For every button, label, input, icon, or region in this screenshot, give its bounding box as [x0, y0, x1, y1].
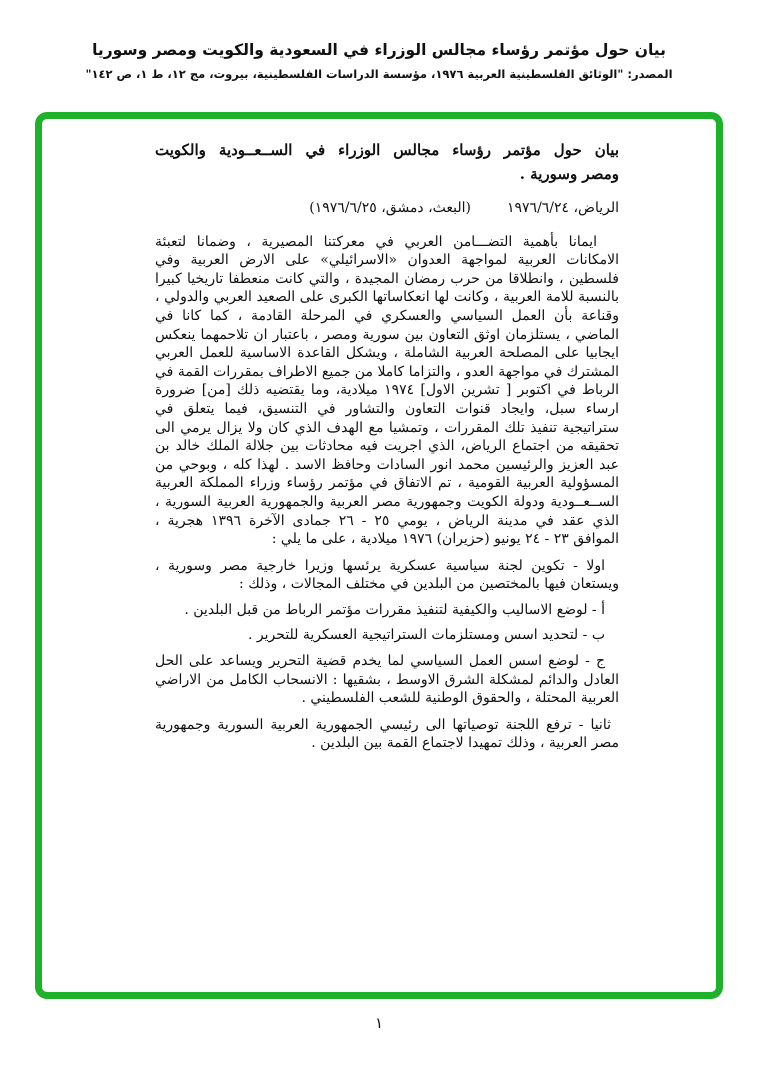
source-citation: المصدر: "الوثائق الفلسطينية العربية ١٩٧٦، مؤسسة الدراسات الفلسطينية، بيروت، مج ١٢، ط ١، ص ١٤٢": [85, 67, 673, 81]
paragraph-item-c: ج - لوضع اسس العمل السياسي لما يخدم قضية التحرير ويساعد على الحل العادل والدائم لمشكلة الشرق الاوسط ، بشقيها : الانسحاب الكامل من الاراضي العربية المحتلة ، والحقوق الوطنية للشعب الفلسطيني .: [155, 653, 619, 707]
header-title: بيان حول مؤتمر رؤساء مجالس الوزراء في السعودية والكويت ومصر وسوريا: [92, 41, 666, 59]
paragraph-item-b: ب - لتحديد اسس ومستلزمات الستراتيجية العسكرية للتحرير .: [248, 627, 605, 644]
dateline: [155, 199, 619, 218]
document-title: [155, 138, 619, 186]
paragraph-intro: ايمانا بأهمية التضـــامن العربي في معركتنا المصيرية ، وضمانا لتعبئة الامكانات العربية لمواجهة العدوان «الاسرائيلي» على الارض العربية وفي فلسطين ، وانطلاقا من حرب رمضان المجيدة ، والتي كانت منعطفا تاريخيا كبيرا بالنسبة للامة العربية ، وكانت لها انعكاساتها الكبرى على الصعيد العربي والدولي ، وقناعة بأن العمل السياسي والعسكري في المرحلة القادمة ، كما كانا في الماضي ، يستلزمان اوثق التعاون بين سورية ومصر ، باعتبار ان تلاحمهما ينعكس ايجابيا على المصلحة العربية الشاملة ، ويشكل القاعدة الاساسية للعمل العربي المشترك في مواجهة العدو ، والتزاما كاملا من جميع الاطراف بمقررات القمة في الرباط في اكتوبر [ تشرين الاول] ١٩٧٤ ميلادية، وما يقتضيه ذلك [من] ضرورة ارساء سبل، وايجاد قنوات التعاون والتشاور في التنسيق، فيما يتعلق في ستراتيجية تنفيذ تلك المقررات ، وتمشيا مع الهدف الذي كان ولا يزال يرمي الى تحقيقه من اجتماع الرياض، الذي اجريت فيه محادثات بين جلالة الملك خالد بن عبد العزيز والرئيسين محمد انور السادات وحافظ الاسد . لهذا كله ، وبوحي من المسؤولية العربية القومية ، تم الاتفاق في مؤتمر رؤساء وزراء المملكة العربية الســعــودية ودولة الكويت وجمهورية مصر العربية والجمهورية العربية السورية ، الذي عقد في مدينة الرياض ، يومي ٢٥ - ٢٦ جمادى الآخرة ١٣٩٦ هجرية ، الموافق ٢٣ - ٢٤ يونيو (حزيران) ١٩٧٦ ميلادية ، على ما يلي :: [155, 233, 619, 548]
document-title-line2: ومصر وسورية .: [519, 165, 619, 183]
document-frame: [35, 112, 723, 999]
paragraph-first-clause: اولا - تكوين لجنة سياسية عسكرية يرئسها وزيرا خارجية مصر وسورية ، ويستعان فيها بالمختصين من البلدين في مختلف المجالات ، وذلك :: [155, 557, 619, 593]
document-title-line1: بيان حول مؤتمر رؤساء مجالس الوزراء في الســعــودية والكويت: [155, 141, 619, 159]
paragraph-second-clause: ثانيا - ترفع اللجنة توصياتها الى رئيسي الجمهورية العربية السورية وجمهورية مصر العربية ، وذلك تمهيدا لاجتماع القمة بين البلدين .: [155, 716, 619, 752]
page-number: ١: [374, 1014, 384, 1032]
page-header: [0, 40, 758, 82]
dateline-place-date: الرياض، ١٩٧٦/٦/٢٤: [506, 200, 619, 216]
paragraph-item-a: أ - لوضع الاساليب والكيفية لتنفيذ مقررات مؤتمر الرباط من قبل البلدين .: [184, 601, 605, 618]
dateline-secondary-source: (البعث، دمشق، ١٩٧٦/٦/٢٥): [309, 200, 471, 216]
document-content: [155, 138, 619, 753]
